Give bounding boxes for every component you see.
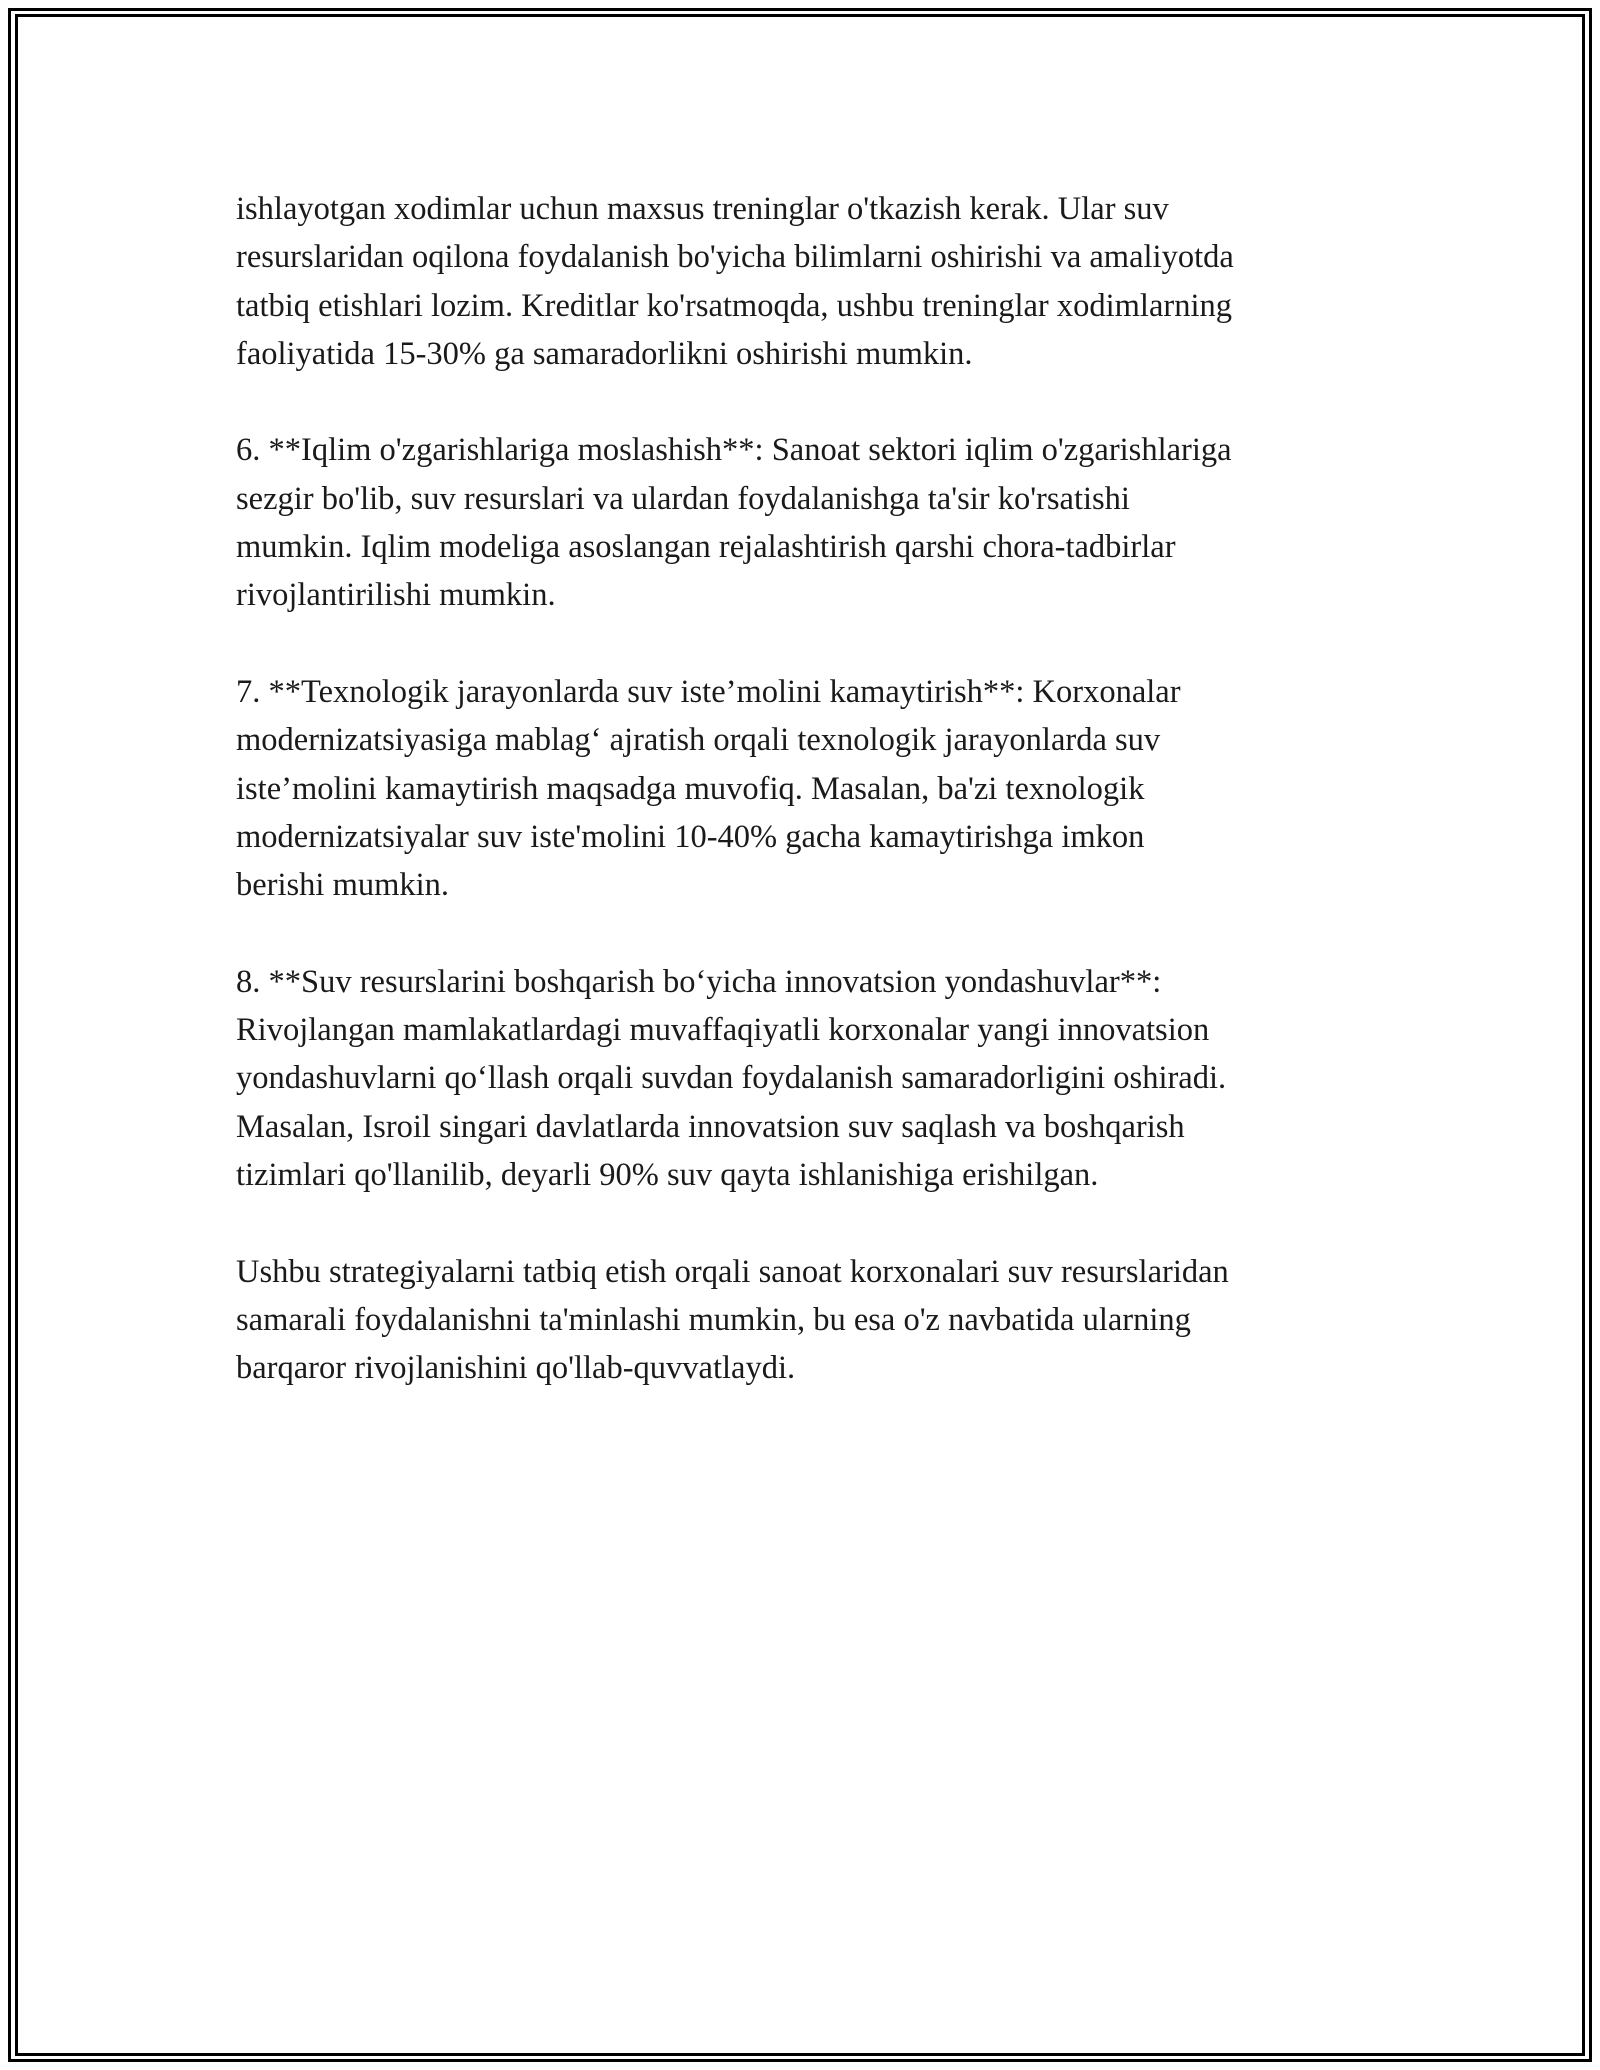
document-body: [236, 185, 1386, 1392]
paragraph-conclusion: Ushbu strategiyalarni tatbiq etish orqali sanoat korxonalari suv resurslaridan samarali foydalanishni ta'minlashi mumkin, bu esa o'z navbatida ularning barqaror rivojlanishini qo'llab-quvvatlaydi.: [236, 1253, 1229, 1387]
paragraph-water-consumption-reduction: 7. **Texnologik jarayonlarda suv iste’molini kamaytirish**: Korxonalar modernizatsiyasiga mablag‘ ajratish orqali texnologik jarayonlarda suv iste’molini kamaytirish maqsadga muvofiq. Masalan, ba'zi texnologik modernizatsiyalar suv iste'molini 10-40% gacha kamaytirishga imkon berishi mumkin.: [236, 673, 1181, 904]
paragraph-innovative-approaches: 8. **Suv resurslarini boshqarish bo‘yicha innovatsion yondashuvlar**: Rivojlangan mamlakatlardagi muvaffaqiyatli korxonalar yangi innovatsion yondashuvlarni qo‘llash orqali suvdan foydalanish samaradorligini oshiradi. Masalan, Isroil singari davlatlarda innovatsion suv saqlash va boshqarish tizimlari qo'llanilib, deyarli 90% suv qayta ishlanishiga erishilgan.: [236, 963, 1227, 1193]
paragraph-climate-adaptation: 6. **Iqlim o'zgarishlariga moslashish**: Sanoat sektori iqlim o'zgarishlariga sezgir bo'lib, suv resurslari va ulardan foydalanishga ta'sir ko'rsatishi mumkin. Iqlim modeliga asoslangan rejalashtirish qarshi chora-tadbirlar rivojlantirilishi mumkin.: [236, 432, 1232, 614]
paragraph-training: ishlayotgan xodimlar uchun maxsus treninglar o'tkazish kerak. Ular suv resurslaridan oqilona foydalanish bo'yicha bilimlarni oshirishi va amaliyotda tatbiq etishlari lozim. Kreditlar ko'rsatmoqda, ushbu treninglar xodimlarning faoliyatida 15-30% ga samaradorlikni oshirishi mumkin.: [236, 191, 1234, 372]
